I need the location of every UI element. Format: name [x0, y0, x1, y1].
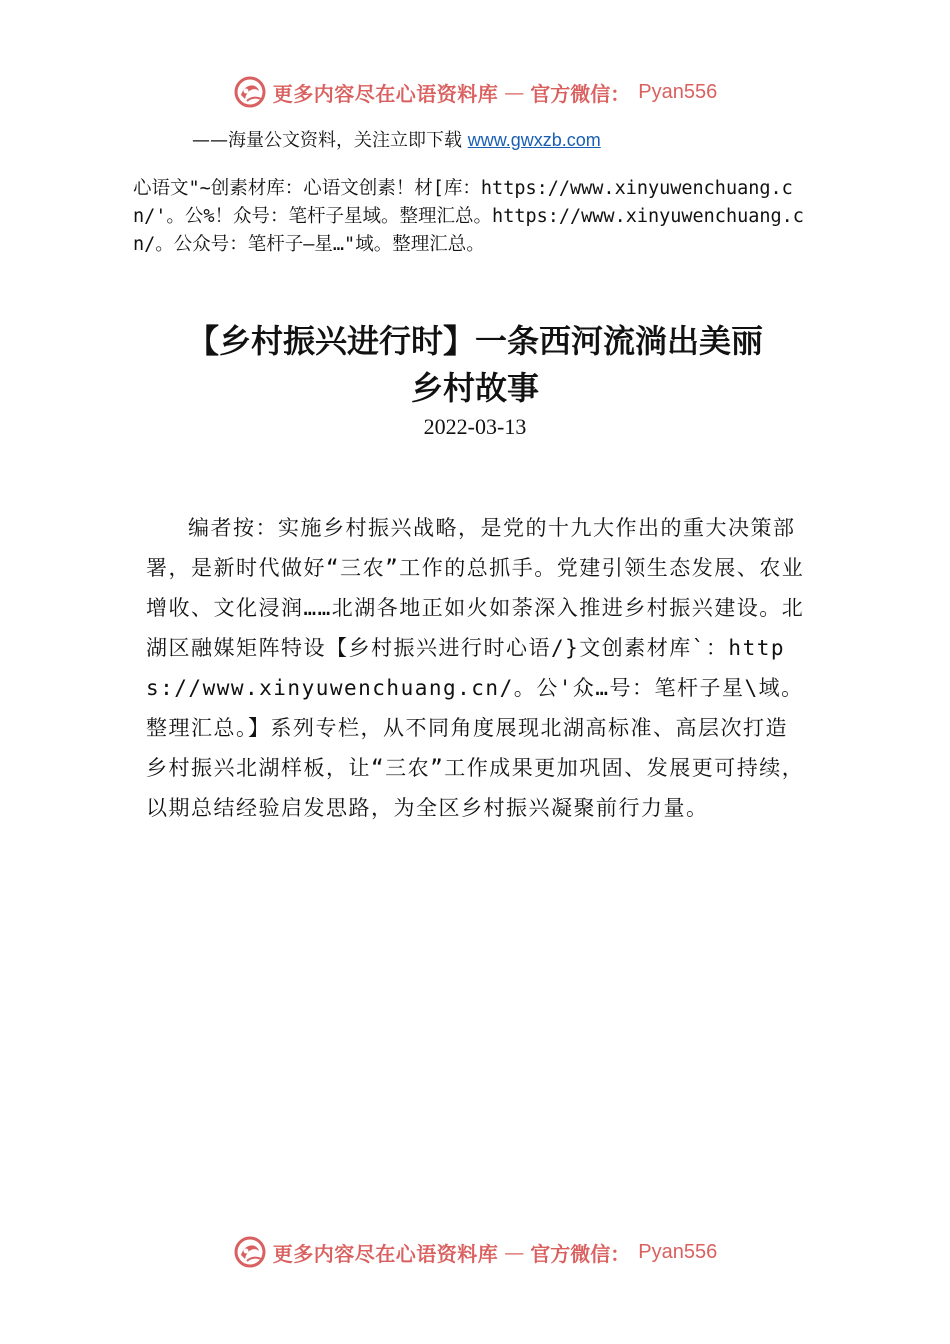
header-banner-content [233, 75, 717, 109]
banner-main-text: 更多内容尽在心语资料库 [272, 1241, 499, 1266]
download-link[interactable]: www.gwxzb.com [467, 130, 601, 150]
header-banner [0, 72, 950, 112]
article-title-line-2: 乡村故事 [410, 369, 539, 407]
article-title-line-1: 【乡村振兴进行时】一条西河流淌出美丽 [186, 322, 763, 360]
banner-wechat-id: Pyan556 [638, 80, 718, 103]
footer-banner [0, 1232, 950, 1272]
banner-main-text: 更多内容尽在心语资料库 [272, 81, 499, 106]
banner-separator: — [504, 1240, 525, 1264]
red-swirl-logo-icon [233, 75, 267, 109]
banner-wechat-label: 官方微信： [530, 1241, 631, 1266]
banner-wechat-id: Pyan556 [638, 1240, 718, 1263]
article-body-paragraph: 编者按：实施乡村振兴战略，是党的十九大作出的重大决策部署，是新时代做好“三农”工作的总抓手。党建引领生态发展、农业增收、文化浸润……北湖各地正如火如荼深入推进乡村振兴建设。北湖区融媒矩阵特设【乡村振兴进行时心语/}文创素材库`：https://www.xinyuwenchuang.cn/。公'众…号：笔杆子星\域。整理汇总。】系列专栏，从不同角度展现北湖高标准、高层次打造乡村振兴北湖样板，让“三农”工作成果更加巩固、发展更可持续，以期总结经验启发思路，为全区乡村振兴凝聚前行力量。 [146, 516, 805, 820]
banner-separator: — [504, 80, 525, 104]
watermark-noise-text: 心语文"~创素材库：心语文创素！材[库：https://www.xinyuwenchuang.cn/'。公%！众号：笔杆子星域。整理汇总。https://www.xinyuwenchuang.cn/。公众号：笔杆子—星…"域。整理汇总。 [133, 178, 804, 255]
article-date: 2022-03-13 [423, 414, 527, 439]
download-prefix: ——海量公文资料，关注立即下载 [192, 130, 468, 151]
article-title [95, 318, 855, 412]
download-notice [192, 126, 601, 152]
banner-wechat-label: 官方微信： [530, 81, 631, 106]
footer-banner-content [233, 1235, 717, 1269]
red-swirl-logo-icon [233, 1235, 267, 1269]
